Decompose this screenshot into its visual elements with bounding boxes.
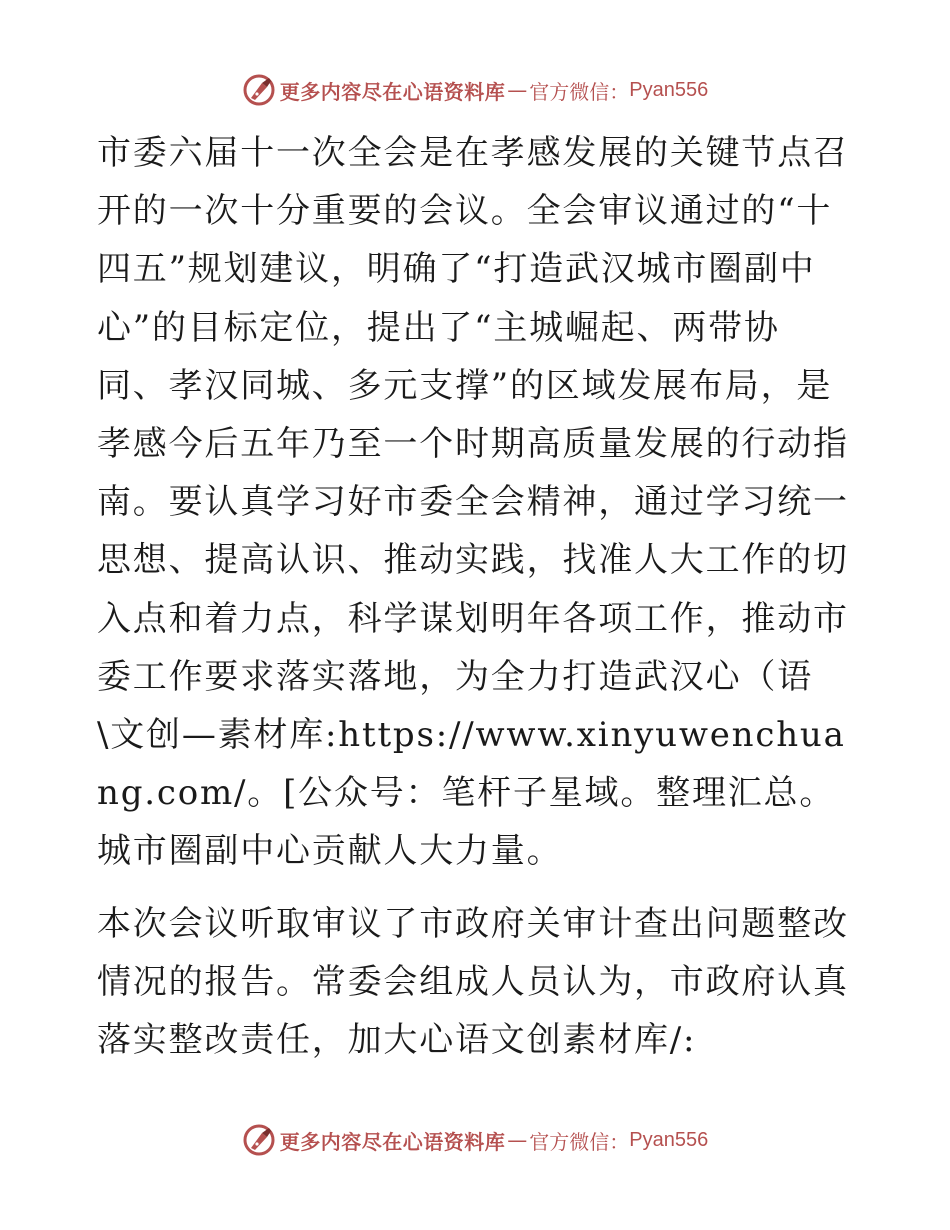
paragraph-1: 市委六届十一次全会是在孝感发展的关键节点召开的一次十分重要的会议。全会审议通过的“十四五”规划建议，明确了“打造武汉城市圈副中心”的目标定位，提出了“主城崛起、两带协同、孝汉同城、多元支撑”的区域发展布局，是孝感今后五年乃至一个时期高质量发展的行动指南。要认真学习好市委全会精神，通过学习统一思想、提高认识、推动实践，找准人大工作的切入点和着力点，科学谋划明年各项工作，推动市委工作要求落实落地，为全力打造武汉心（语\文创—素材库:https://www.xinyuwenchuang.com/。[公众号：笔杆子星域。整理汇总。城市圈副中心贡献人大力量。 <box>97 133 849 872</box>
paragraph-2: 本次会议听取审议了市政府关审计查出问题整改情况的报告。常委会组成人员认为，市政府认真落实整改责任，加大心语文创素材库/: <box>97 903 849 1061</box>
banner-dash: — <box>507 78 528 102</box>
banner-dash: — <box>507 1128 528 1152</box>
pen-nib-logo-icon <box>242 1123 276 1157</box>
footer-watermark-banner <box>0 1120 950 1160</box>
banner-brand-text: 更多内容尽在心语资料库 <box>279 79 506 104</box>
pen-nib-logo-icon <box>242 73 276 107</box>
header-watermark-banner <box>0 70 950 110</box>
document-body <box>97 124 849 1069</box>
banner-brand-text: 更多内容尽在心语资料库 <box>279 1129 506 1154</box>
banner-official-label: 官方微信： <box>529 1129 630 1154</box>
banner-wechat-id: Pyan556 <box>629 78 709 101</box>
banner-official-label: 官方微信： <box>529 79 630 104</box>
banner-wechat-id: Pyan556 <box>629 1128 709 1151</box>
